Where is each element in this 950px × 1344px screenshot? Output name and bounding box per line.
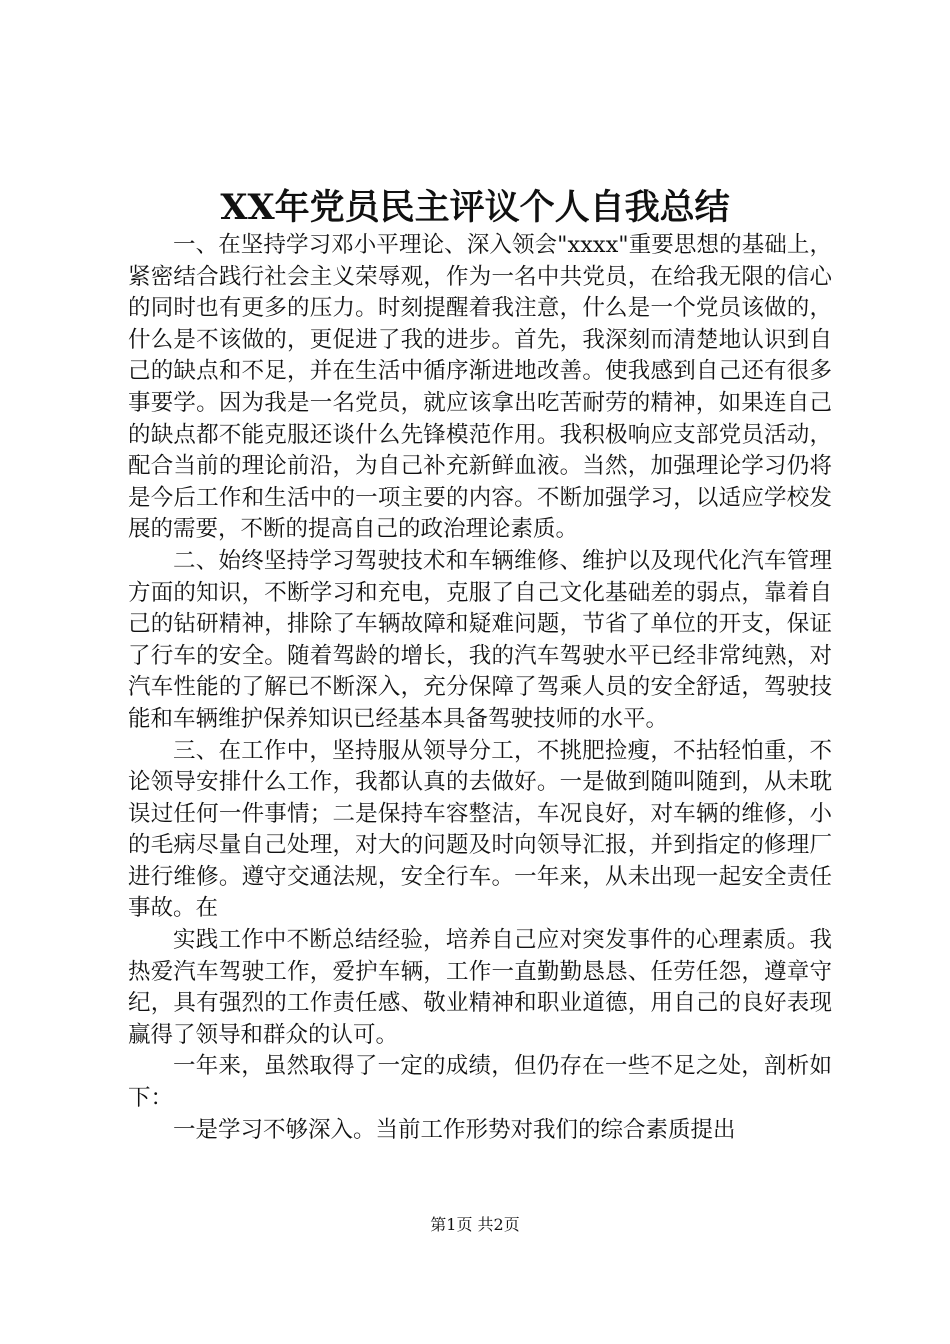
document-title: XX年党员民主评议个人自我总结: [220, 187, 730, 228]
paragraph-3: 三、在工作中，坚持服从领导分工，不挑肥捡瘦，不拈轻怕重，不论领导安排什么工作，我都认真的去做好。一是做到随叫随到，从未耽误过任何一件事情；二是保持车容整洁，车况良好，对车辆的维修，小的毛病尽量自己处理，对大的问题及时向领导汇报，并到指定的修理厂进行维修。遵守交通法规，安全行车。一年来，从未出现一起安全责任事故。在: [128, 737, 832, 922]
paragraph-2: 二、始终坚持学习驾驶技术和车辆维修、维护以及现代化汽车管理方面的知识，不断学习和充电，克服了自己文化基础差的弱点，靠着自己的钻研精神，排除了车辆故障和疑难问题，节省了单位的开支，保证了行车的安全。随着驾龄的增长，我的汽车驾驶水平已经非常纯熟，对汽车性能的了解已不断深入，充分保障了驾乘人员的安全舒适，驾驶技能和车辆维护保养知识已经基本具备驾驶技师的水平。: [128, 547, 832, 732]
page-footer: 第1页 共2页: [430, 1215, 520, 1234]
paragraph-6: 一是学习不够深入。当前工作形势对我们的综合素质提出: [173, 1116, 736, 1143]
paragraph-1: 一、在坚持学习邓小平理论、深入领会"xxxx"重要思想的基础上，紧密结合践行社会主义荣辱观，作为一名中共党员，在给我无限的信心的同时也有更多的压力。时刻提醒着我注意，什么是一个党员该做的，什么是不该做的，更促进了我的进步。首先，我深刻而清楚地认识到自己的缺点和不足，并在生活中循序渐进地改善。使我感到自己还有很多事要学。因为我是一名党员，就应该拿出吃苦耐劳的精神，如果连自己的缺点都不能克服还谈什么先锋模范作用。我积极响应支部党员活动，配合当前的理论前沿，为自己补充新鲜血液。当然，加强理论学习仍将是今后工作和生活中的一项主要的内容。不断加强学习，以适应学校发展的需要，不断的提高自己的政治理论素质。: [128, 232, 832, 543]
paragraph-5: 一年来，虽然取得了一定的成绩，但仍存在一些不足之处，剖析如下：: [128, 1053, 832, 1112]
document-body: [128, 230, 832, 1146]
paragraph-4: 实践工作中不断总结经验，培养自己应对突发事件的心理素质。我热爱汽车驾驶工作，爱护车辆，工作一直勤勤恳恳、任劳任怨，遵章守纪，具有强烈的工作责任感、敬业精神和职业道德，用自己的良好表现赢得了领导和群众的认可。: [128, 927, 832, 1048]
